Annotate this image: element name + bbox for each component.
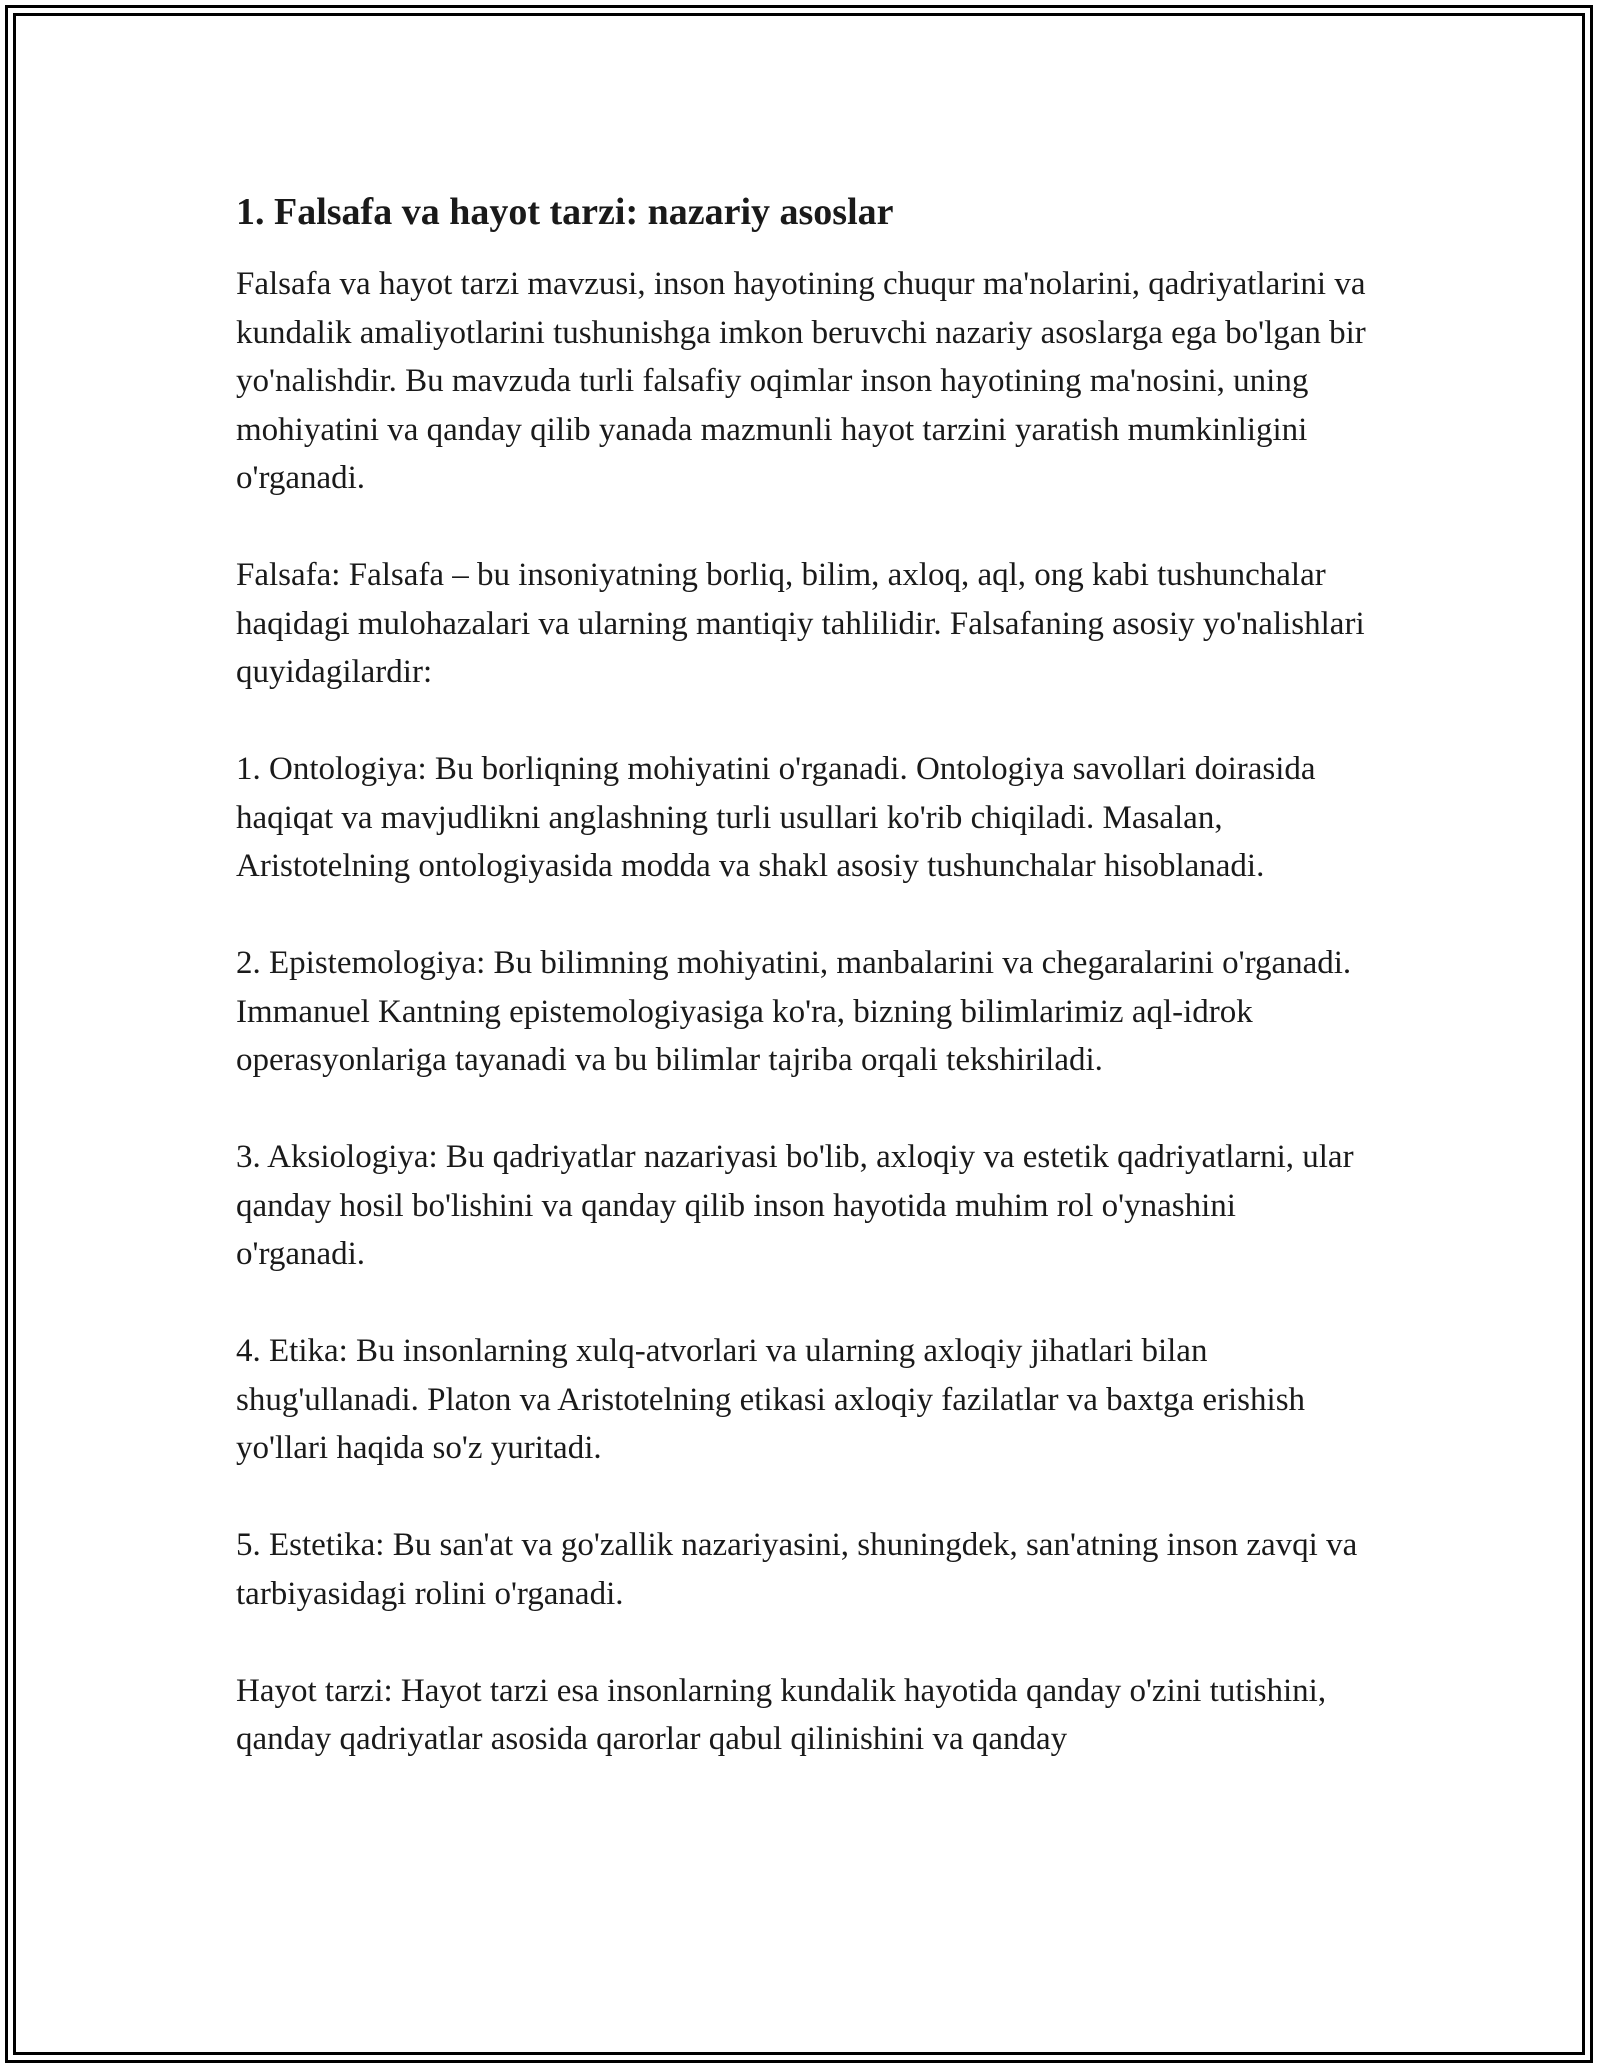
paragraph-epistemologiya: 2. Epistemologiya: Bu bilimning mohiyatini, manbalarini va chegaralarini o'rganadi. Immanuel Kantning epistemologiyasiga ko'ra, bizning bilimlarimiz aql-idrok operasyonlariga tayanadi va bu bilimlar tajriba orqali tekshiriladi.	[236, 945, 1352, 1078]
paragraph-ontologiya: 1. Ontologiya: Bu borliqning mohiyatini o'rganadi. Ontologiya savollari doirasida haqiqat va mavjudlikni anglashning turli usullari ko'rib chiqiladi. Masalan, Aristotelning ontologiyasida modda va shakl asosiy tushunchalar hisoblanadi.	[236, 751, 1316, 884]
paragraph-aksiologiya: 3. Aksiologiya: Bu qadriyatlar nazariyasi bo'lib, axloqiy va estetik qadriyatlarni, ular qanday hosil bo'lishini va qanday qilib inson hayotida muhim rol o'ynashini o'rganadi.	[236, 1139, 1354, 1272]
paragraph-estetika: 5. Estetika: Bu san'at va go'zallik nazariyasini, shuningdek, san'atning inson zavqi va tarbiyasidagi rolini o'rganadi.	[236, 1527, 1358, 1612]
paragraph-hayot-tarzi: Hayot tarzi: Hayot tarzi esa insonlarning kundalik hayotida qanday o'zini tutishini, qanday qadriyatlar asosida qarorlar qabul qilinishini va qanday	[236, 1672, 1327, 1757]
document-body	[236, 186, 1366, 1812]
paragraph-etika: 4. Etika: Bu insonlarning xulq-atvorlari va ularning axloqiy jihatlari bilan shug'ullanadi. Platon va Aristotelning etikasi axloqiy fazilatlar va baxtga erishish yo'llari haqida so'z yuritadi.	[236, 1333, 1306, 1466]
paragraph-falsafa-definition: Falsafa: Falsafa – bu insoniyatning borliq, bilim, axloq, aql, ong kabi tushunchalar haqidagi mulohazalari va ularning mantiqiy tahlilidir. Falsafaning asosiy yo'nalishlari quyidagilardir:	[236, 557, 1365, 690]
paragraph-intro: Falsafa va hayot tarzi mavzusi, inson hayotining chuqur ma'nolarini, qadriyatlarini va kundalik amaliyotlarini tushunishga imkon beruvchi nazariy asoslarga ega bo'lgan bir yo'nalishdir. Bu mavzuda turli falsafiy oqimlar inson hayotining ma'nosini, uning mohiyatini va qanday qilib yanada mazmunli hayot tarzini yaratish mumkinligini o'rganadi.	[236, 266, 1366, 496]
section-heading: 1. Falsafa va hayot tarzi: nazariy asoslar	[236, 191, 894, 233]
